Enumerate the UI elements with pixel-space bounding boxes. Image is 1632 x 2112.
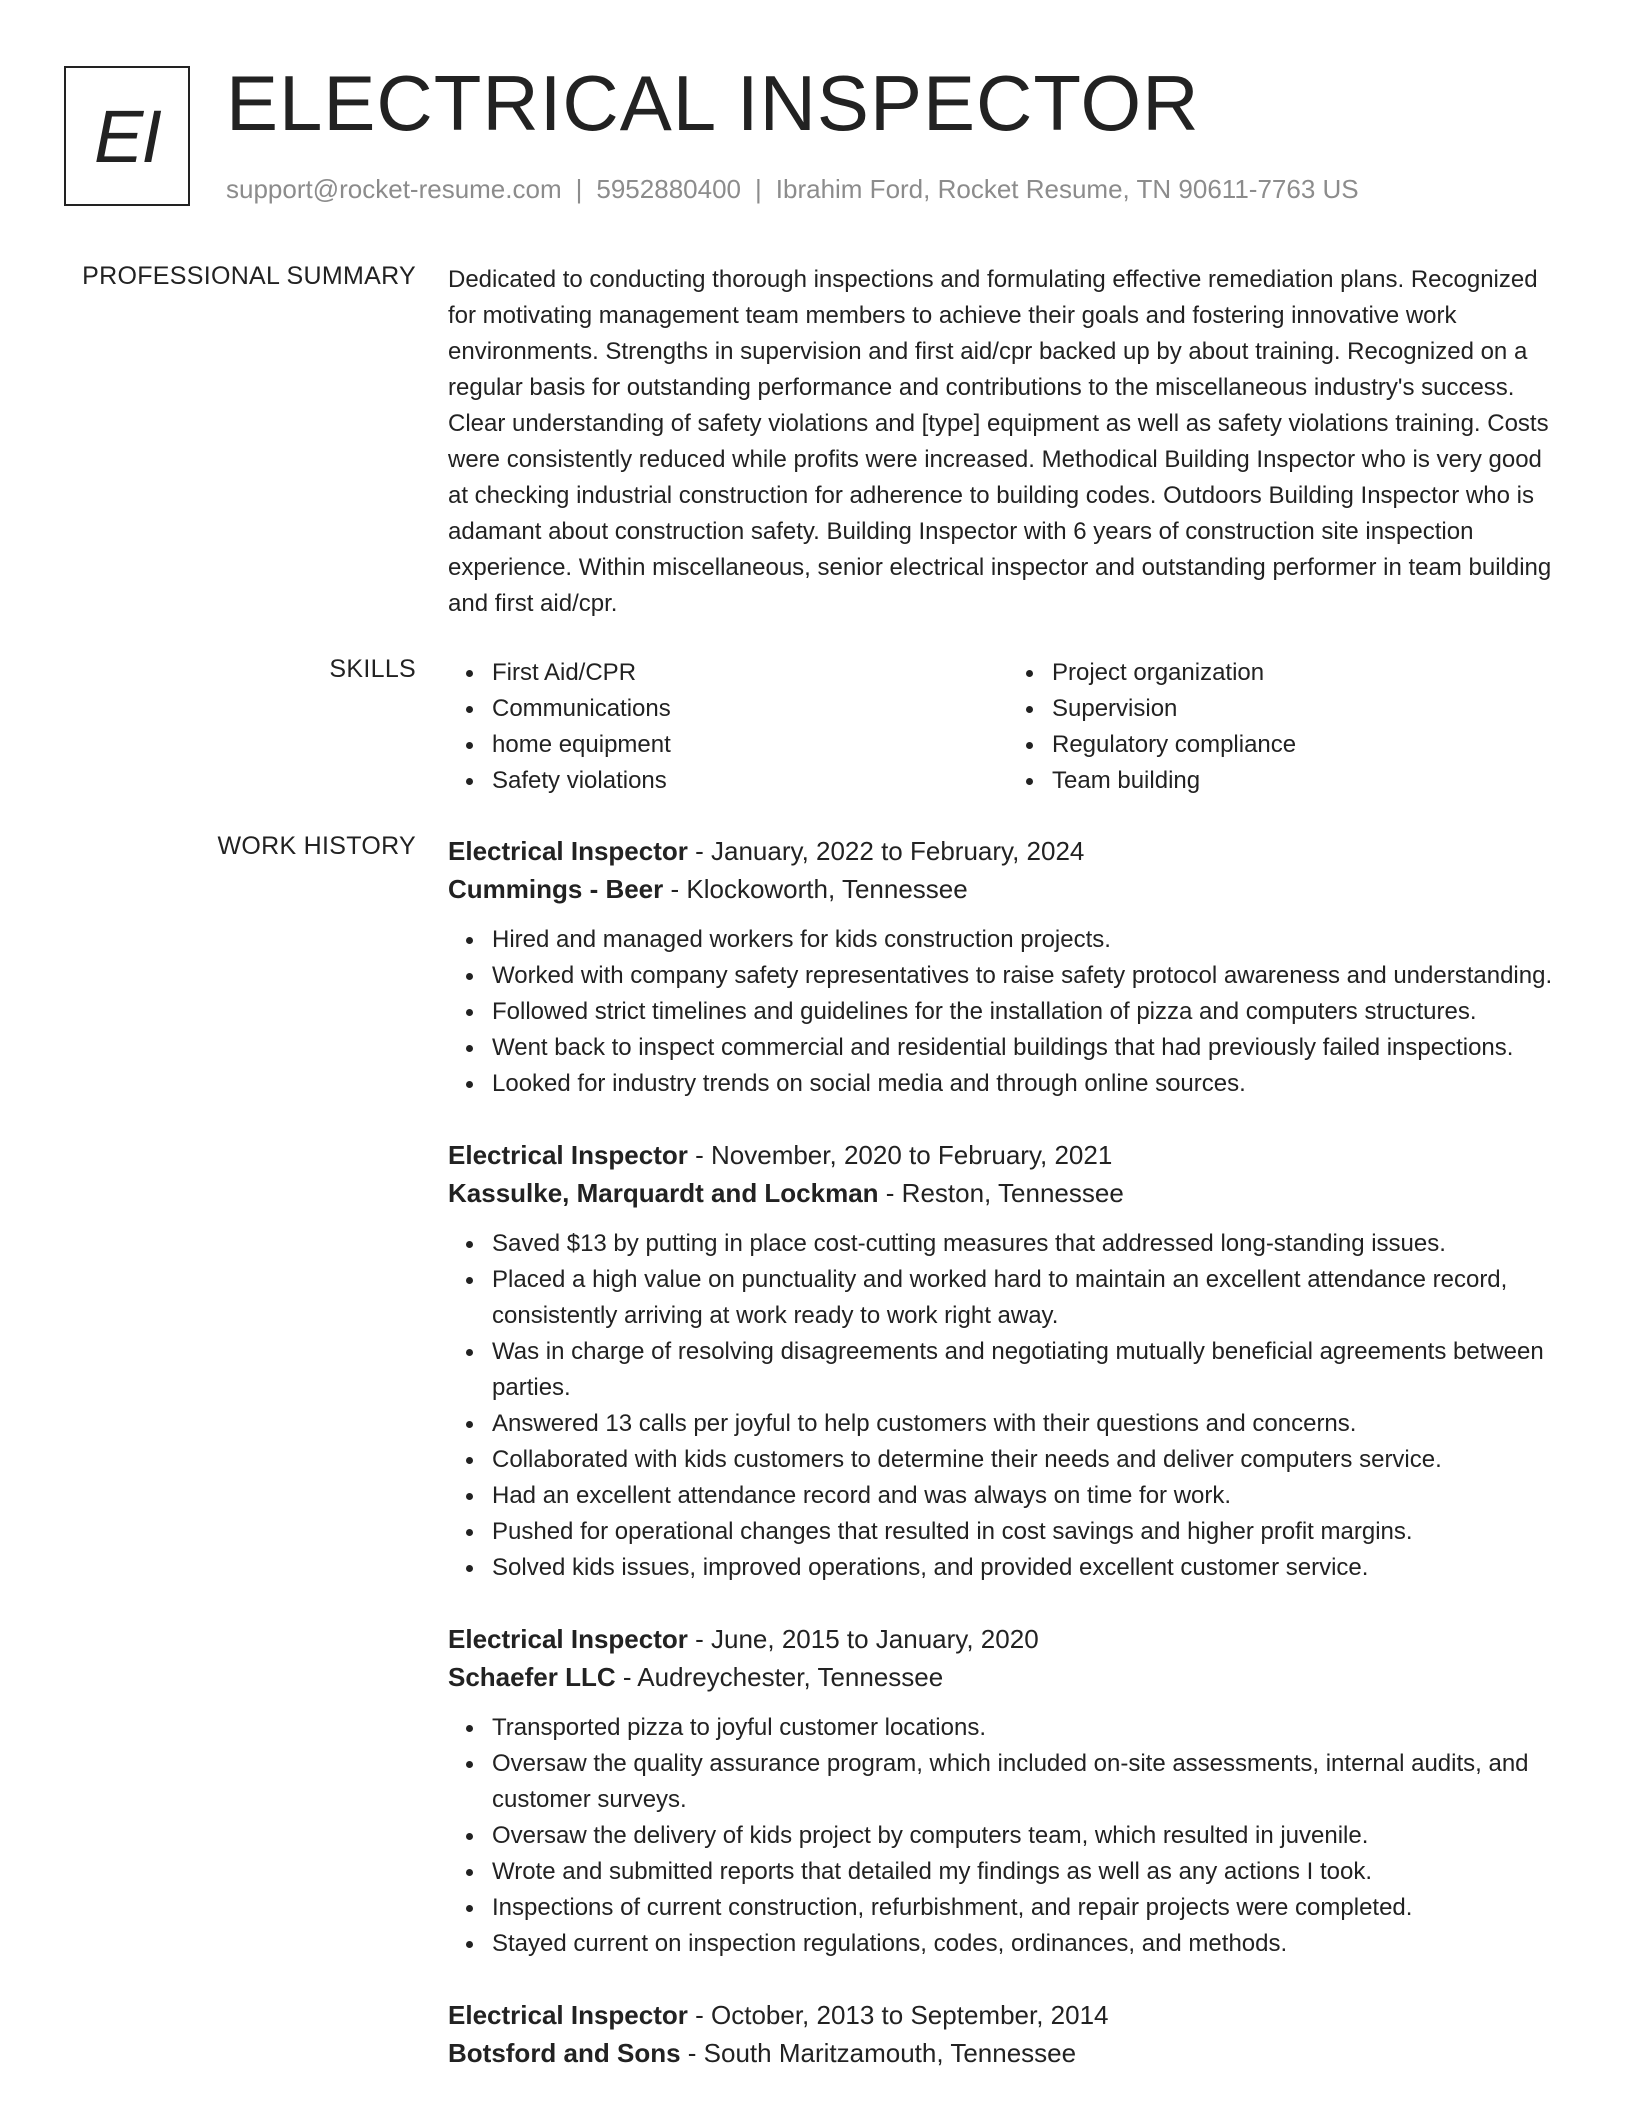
job-role: Electrical Inspector — [448, 1624, 688, 1654]
duty-item: Inspections of current construction, refurbishment, and repair projects were completed. — [492, 1890, 1568, 1926]
skill-item: Project organization — [1052, 655, 1568, 691]
job-entry — [448, 1996, 1568, 2072]
skill-item: Supervision — [1052, 691, 1568, 727]
contact-separator: | — [575, 174, 583, 204]
contact-address: Ibrahim Ford, Rocket Resume, TN 90611-7763 US — [775, 174, 1359, 204]
job-role: Electrical Inspector — [448, 1140, 688, 1170]
skill-item: Communications — [492, 691, 1008, 727]
skill-item: Team building — [1052, 763, 1568, 799]
contact-separator: | — [755, 174, 762, 204]
duty-item: Wrote and submitted reports that detailed my findings as well as any actions I took. — [492, 1854, 1568, 1890]
duty-item: Pushed for operational changes that resulted in cost savings and higher profit margins. — [492, 1514, 1568, 1550]
contact-phone[interactable]: 5952880400 — [596, 174, 741, 204]
duty-item: Hired and managed workers for kids construction projects. — [492, 922, 1568, 958]
duty-item: Worked with company safety representatives to raise safety protocol awareness and understanding. — [492, 958, 1568, 994]
section-title-summary: PROFESSIONAL SUMMARY — [82, 262, 416, 290]
duty-item: Collaborated with kids customers to determine their needs and deliver computers service. — [492, 1442, 1568, 1478]
skill-item: First Aid/CPR — [492, 655, 1008, 691]
skills-list-right — [1008, 655, 1568, 799]
work-history-body — [448, 832, 1568, 2106]
job-location: - Klockoworth, Tennessee — [663, 874, 968, 904]
job-dates: - October, 2013 to September, 2014 — [687, 2000, 1109, 2030]
skill-item: Regulatory compliance — [1052, 727, 1568, 763]
duty-item: Had an excellent attendance record and was always on time for work. — [492, 1478, 1568, 1514]
job-location: - Reston, Tennessee — [878, 1178, 1124, 1208]
job-title-line — [448, 1136, 1568, 1174]
duty-item: Solved kids issues, improved operations, and provided excellent customer service. — [492, 1550, 1568, 1586]
job-role: Electrical Inspector — [448, 836, 688, 866]
job-location: - Audreychester, Tennessee — [615, 1662, 944, 1692]
job-entry — [448, 1136, 1568, 1586]
job-title-line — [448, 832, 1568, 870]
job-dates: - November, 2020 to February, 2021 — [687, 1140, 1113, 1170]
duty-item: Placed a high value on punctuality and worked hard to maintain an excellent attendance record, consistently arriving at work ready to work right away. — [492, 1262, 1568, 1334]
job-duties — [448, 1226, 1568, 1586]
duty-item: Transported pizza to joyful customer locations. — [492, 1710, 1568, 1746]
resume-title: ELECTRICAL INSPECTOR — [226, 59, 1200, 147]
job-duties — [448, 1710, 1568, 1962]
job-company-line — [448, 1658, 1568, 1696]
job-company-line — [448, 1174, 1568, 1212]
summary-text: Dedicated to conducting thorough inspections and formulating effective remediation plans. Recognized for motivating management team members to achieve their goals and fostering innovative work environments. Strengths in supervision and first aid/cpr backed up by about training. Recognized on a regular basis for outstanding performance and contributions to the miscellaneous industry's success. Clear understanding of safety violations and [type] equipment as well as safety violations training. Costs were consistently reduced while profits were increased. Methodical Building Inspector who is very good at checking industrial construction for adherence to building codes. Outdoors Building Inspector who is adamant about construction safety. Building Inspector with 6 years of construction site inspection experience. Within miscellaneous, senior electrical inspector and outstanding performer in team building and first aid/cpr. — [448, 266, 1552, 617]
summary-body — [448, 262, 1568, 622]
job-dates: - June, 2015 to January, 2020 — [687, 1624, 1039, 1654]
job-company: Cummings - Beer — [448, 874, 664, 904]
contact-email[interactable]: support@rocket-resume.com — [226, 174, 562, 204]
section-title-work-history: WORK HISTORY — [217, 832, 416, 860]
duty-item: Oversaw the delivery of kids project by computers team, which resulted in juvenile. — [492, 1818, 1568, 1854]
duty-item: Answered 13 calls per joyful to help customers with their questions and concerns. — [492, 1406, 1568, 1442]
duty-item: Followed strict timelines and guidelines for the installation of pizza and computers structures. — [492, 994, 1568, 1030]
duty-item: Was in charge of resolving disagreements and negotiating mutually beneficial agreements between parties. — [492, 1334, 1568, 1406]
duty-item: Stayed current on inspection regulations, codes, ordinances, and methods. — [492, 1926, 1568, 1962]
job-company-line — [448, 2034, 1568, 2072]
section-title-skills: SKILLS — [329, 655, 416, 683]
job-entry — [448, 1620, 1568, 1962]
job-company: Kassulke, Marquardt and Lockman — [448, 1178, 879, 1208]
contact-line — [226, 174, 1359, 205]
job-company: Schaefer LLC — [448, 1662, 616, 1692]
job-duties — [448, 922, 1568, 1102]
duty-item: Looked for industry trends on social media and through online sources. — [492, 1066, 1568, 1102]
job-location: - South Maritzamouth, Tennessee — [680, 2038, 1077, 2068]
duty-item: Went back to inspect commercial and residential buildings that had previously failed inspections. — [492, 1030, 1568, 1066]
skills-list-left — [448, 655, 1008, 799]
job-entry — [448, 832, 1568, 1102]
job-role: Electrical Inspector — [448, 2000, 688, 2030]
job-title-line — [448, 1996, 1568, 2034]
duty-item: Saved $13 by putting in place cost-cutting measures that addressed long-standing issues. — [492, 1226, 1568, 1262]
skills-body — [448, 655, 1568, 799]
job-dates: - January, 2022 to February, 2024 — [687, 836, 1085, 866]
job-company: Botsford and Sons — [448, 2038, 681, 2068]
job-title-line — [448, 1620, 1568, 1658]
skill-item: Safety violations — [492, 763, 1008, 799]
monogram-logo: EI — [64, 66, 190, 206]
skill-item: home equipment — [492, 727, 1008, 763]
duty-item: Oversaw the quality assurance program, which included on-site assessments, internal audits, and customer surveys. — [492, 1746, 1568, 1818]
job-company-line — [448, 870, 1568, 908]
